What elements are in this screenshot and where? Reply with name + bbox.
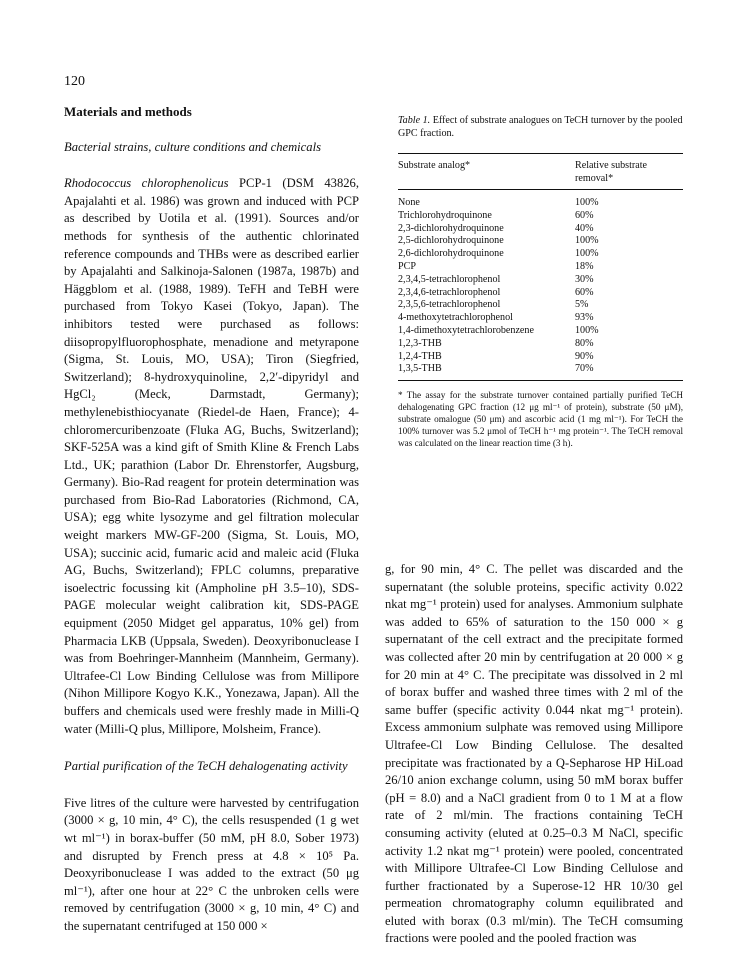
table-row — [398, 209, 683, 222]
removal-value: 90% — [575, 350, 594, 362]
substrate-name: 1,2,4-THB — [398, 350, 442, 362]
paragraph-continued: g, for 90 min, 4° C. The pellet was discarded and the supernatant (the soluble proteins, specific activity 0.022 nkat mg⁻¹ protein) used for analyses. Ammonium sulphate was added to 65% of saturation to the 150 000 × g supernatant of the cell extract and the precipitate formed was collected after 20 min by centrifugation at 20 000 × g for 20 min at 4° C. The precipitate was dissolved in 2 ml of borax buffer and washed three times with 2 ml of the same buffer (specific activity 0.044 nkat mg⁻¹ protein). Excess ammonium sulphate was removed using Millipore Ultrafee-Cl Low Binding Cellulose. The desalted precipitate was fractionated by a Q-Sepharose HP HiLoad 26/10 anion exchange column, using 50 mM borax buffer (pH = 8.0) and a NaCl gradient from 0 to 1 M at a flow rate of 2 ml/min. The fractions containing TeCH consuming activity (eluted at 0.25–0.3 M NaCl, specific activity 1.2 nkat mg⁻¹ protein) were pooled, concentrated with Millipore Ultrafee-Cl Low Binding Cellulose and further fractionated by a Superose-12 HR 10/30 gel permeation chromatography column equilibrated and eluted with borax (0.3 ml/min). The TeCH comsuming fractions were pooled and the pooled fraction was — [385, 562, 683, 946]
table-header — [398, 154, 683, 189]
substrate-name: 2,3,4,5-tetrachlorophenol — [398, 273, 501, 285]
subsection-title-strains: Bacterial strains, culture conditions and chemicals — [64, 139, 321, 154]
table-row — [398, 247, 683, 260]
organism-name: Rhodococcus chlorophenolicus — [64, 176, 229, 191]
section-title: Materials and methods — [64, 104, 192, 119]
substrate-name: 1,3,5-THB — [398, 363, 442, 375]
table-row — [398, 337, 683, 350]
table-row — [398, 196, 683, 209]
right-column — [385, 561, 683, 948]
removal-value: 30% — [575, 273, 594, 285]
table-row — [398, 350, 683, 363]
removal-value: 60% — [575, 286, 594, 298]
removal-value: 100% — [575, 197, 599, 208]
substrate-name: None — [398, 197, 420, 208]
paragraph-strains-text: PCP-1 (DSM 43826, Apajalahti et al. 1986) was grown and induced with PCP as described by Uotila et al. (1991). Sources and/or methods for synthesis of the authentic chlorinated reference compounds and THBs were as described earlier by Apajalahti and Salkinoja-Salonen (1987a, 1987b) and Häggblom et al. (1988, 1989). TeFH and TeBH were purchased from Tokyo Kasei (Tokyo, Japan). The inhibitors tested were purchased as follows: diisopropylfluorophosphate, menadione and metyrapone (Sigma, St. Louis, MO, USA); Tiron (Siegfried, Switzerland); 8-hydroxyquinoline, 2,2′-dipyridyl and HgCl₂ (Meck, Darmstadt, Germany); methylenebisthiocyanate (Riedel-de Haen, France); 4-chloromercuribenzoate (Fluka AG, Buchs, Switzerland); SKF-525A was a kind gift of Smith Kline & French Labs Ltd., UK; parathion (Labor Dr. Ehrenstorfer, Augsburg, Germany). Bio-Rad reagent for protein determination was purchased from Bio-Rad Laboratories (Richmond, CA, USA); egg white lysozyme and gel filtration molecular weight markers MW-GF-200 (Sigma, St. Louis, MO, USA); succinic acid, fumaric acid and maleic acid (Fluka AG, Buchs, Switzerland); FPLC columns, preparative isoelectric focussing kit (Ampholine pH 3.5–10), SDS-PAGE molecular weight calibration kit, SDS-PAGE equipment (2050 Midget gel apparatus, 10% gel) from Pharmacia LKB (Uppsala, Sweden). Deoxyribonuclease I was from Boehringer-Mannheim (Mannheim, Germany). Ultrafee-Cl Low Binding Cellulose was from Millipore (Nihon Millipore Kogyo K.K., Yonezawa, Japan). All the buffers and chemicals used were freshly made in Milli-Q water (Milli-Q plus, Millipore, Molsheim, France). — [64, 176, 359, 736]
removal-value: 40% — [575, 222, 594, 234]
table-caption-label: Table 1. — [398, 115, 431, 126]
removal-value: 100% — [575, 235, 599, 247]
header-removal: Relative substrate removal* — [575, 160, 648, 184]
removal-value: 70% — [575, 363, 594, 375]
removal-value: 18% — [575, 260, 594, 272]
substrate-name: 2,3,5,6-tetrachlorophenol — [398, 299, 501, 311]
table-row — [398, 260, 683, 273]
removal-value: 100% — [575, 324, 599, 336]
paragraph-purification: Five litres of the culture were harvested by centrifugation (3000 × g, 10 min, 4° C), the cells resuspended (1 g wet wt ml⁻¹) in borax-buffer (50 mM, pH 8.0, Sober 1973) and disrupted by French press at 4.8 × 10⁵ Pa. Deoxyribonuclease I was added to the extract (50 μg ml⁻¹), after one hour at 22° C the unbroken cells were removed by centrifugation (3000 × g, 10 min, 4° C) and the supernatant centrifuged at 150 000 × — [64, 795, 359, 933]
substrate-name: 2,6-dichlorohydroquinone — [398, 248, 504, 260]
table-row — [398, 286, 683, 299]
table-bottom-rule — [398, 380, 683, 381]
table-row — [398, 298, 683, 311]
removal-value: 93% — [575, 312, 594, 324]
removal-value: 60% — [575, 209, 594, 221]
substrate-name: 4-methoxytetrachlorophenol — [398, 312, 513, 324]
substrate-name: 2,3-dichlorohydroquinone — [398, 222, 504, 234]
table-row — [398, 362, 683, 375]
substrate-name: 1,4-dimethoxytetrachlorobenzene — [398, 324, 534, 336]
table-row — [398, 234, 683, 247]
substrate-name: Trichlorohydroquinone — [398, 209, 492, 221]
removal-value: 100% — [575, 248, 599, 260]
table-caption-text: Effect of substrate analogues on TeCH turnover by the pooled GPC fraction. — [398, 115, 683, 139]
left-column — [64, 103, 359, 936]
substrate-name: PCP — [398, 260, 416, 272]
table-caption — [398, 114, 683, 140]
table-row — [398, 273, 683, 286]
page-number: 120 — [64, 74, 85, 89]
substrate-name: 2,3,4,6-tetrachlorophenol — [398, 286, 501, 298]
table-1 — [398, 114, 683, 450]
table-row — [398, 222, 683, 235]
removal-value: 5% — [575, 299, 589, 311]
paragraph-strains — [64, 175, 359, 738]
table-footnote: * The assay for the substrate turnover contained partially purified TeCH dehalogenating GPC fraction (12 μg ml⁻¹ of protein), substrate (50 μM), substrate omalogue (50 μm) and ascorbic acid (1 mg ml⁻¹). For TeCH the 100% turnover was 5.2 μmol of TeCH h⁻¹ mg protein⁻¹. The TeCH removal was calculated on the linear reaction time (3 h). — [398, 390, 683, 448]
header-substrate: Substrate analog* — [398, 160, 471, 171]
table-row — [398, 324, 683, 337]
substrate-name: 1,2,3-THB — [398, 337, 442, 349]
table-body — [398, 190, 683, 380]
removal-value: 80% — [575, 337, 594, 349]
table-row — [398, 311, 683, 324]
substrate-name: 2,5-dichlorohydroquinone — [398, 235, 504, 247]
subsection-title-purification: Partial purification of the TeCH dehalogenating activity — [64, 759, 348, 774]
